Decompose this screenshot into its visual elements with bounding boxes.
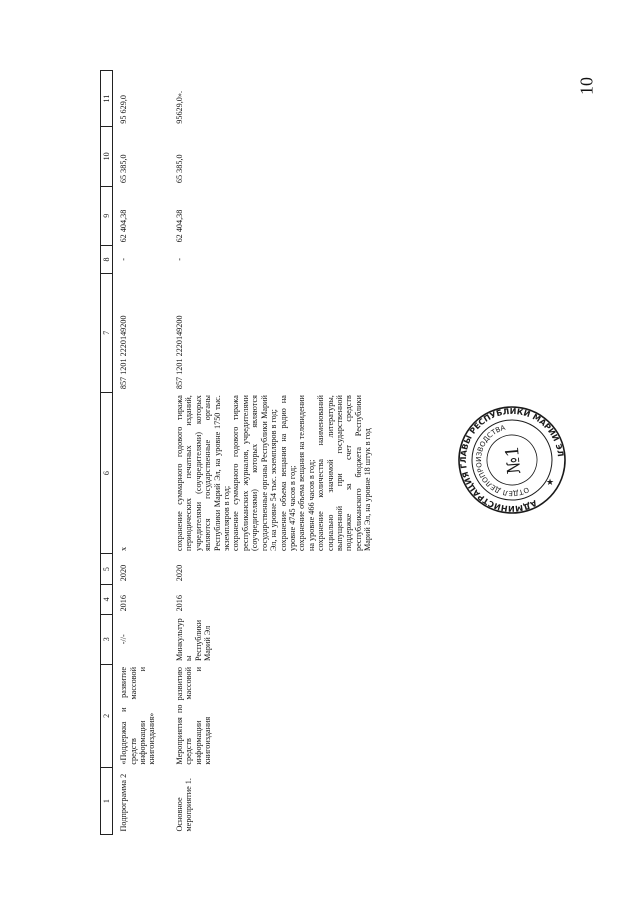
column-number: 5 (101, 554, 113, 584)
column-number: 1 (101, 768, 113, 835)
value-col-8: - (119, 258, 129, 261)
stamp-seal-icon (457, 405, 567, 515)
column-number: 11 (101, 71, 113, 127)
expected-result: x (119, 546, 129, 551)
value-col-9: 62 404,38 (174, 209, 184, 243)
program-table (100, 70, 373, 835)
budget-code: 857 1201 2220149200 (174, 315, 184, 390)
stamp-inner-text: ОТДЕЛ ДЕЛОПРОИЗВОДСТВА (474, 423, 531, 498)
official-stamp (457, 405, 567, 515)
column-number: 2 (101, 664, 113, 768)
stamp-outer-text: АДМИНИСТРАЦИЯ ГЛАВЫ РЕСПУБЛИКИ МАРИЙ ЭЛ (458, 406, 565, 514)
page-number: 10 (576, 77, 597, 95)
value-col-10: 65 385,0 (174, 154, 184, 184)
column-number: 9 (101, 186, 113, 245)
subprogram-title: «Поддержка и развитие средств массовой информации и книгоиздания» (119, 667, 157, 765)
column-number: 8 (101, 245, 113, 273)
value-col-9: 62 404,38 (119, 209, 129, 243)
column-number: 10 (101, 127, 113, 186)
value-col-10: 65 385,0 (119, 154, 129, 184)
end-year: 2020 (174, 564, 184, 582)
budget-code: 857 1201 2220149200 (119, 315, 129, 390)
column-number-row (101, 71, 113, 835)
table-row (113, 71, 157, 835)
start-year: 2016 (174, 595, 184, 612)
column-number: 4 (101, 584, 113, 614)
activity-label: Основное мероприятие 1. (174, 778, 194, 832)
stamp-star-icon: ★ (545, 477, 555, 487)
value-col-11: 95629,0». (174, 90, 184, 124)
expected-result: сохранение суммарного годового тиража периодических печатных изданий, учредителями (соучредителями) которых являются государственные органы Республики Марий Эл, на уровне 1750 тыс. экземпляров в год; сохранение суммарного годового тиража республиканских журналов, учредителями (соучредителями) которых являются государственные органы Республики Марий Эл, на уровне 54 тыс. экземпляров в год; сохранение объема вещания на радио на уровне 4745 часов в год; сохранение объема вещания на телевидении на уровне 466 часов в год; сохранение количества наименований социально значимой литературы, выпущенной при государственной поддержке за счет средств республиканского бюджета Республики Марий Эл, на уровне 18 штук в год (174, 395, 373, 551)
column-number: 3 (101, 614, 113, 664)
column-number: 6 (101, 392, 113, 554)
value-col-11: 95 629,0 (119, 95, 129, 124)
responsible-executor: -//- (119, 634, 129, 645)
table-row (157, 71, 373, 835)
start-year: 2016 (119, 595, 129, 612)
responsible-executor: Минкультуры Республики Марий Эл (174, 618, 213, 662)
stamp-center-text: №1 (501, 444, 526, 475)
subprogram-label: Подпрограмма 2 (119, 773, 129, 832)
activity-title: Мероприятия по развитию средств массовой информации и книгоиздания (174, 667, 213, 765)
end-year: 2020 (119, 564, 129, 582)
value-col-8: - (174, 258, 184, 261)
column-number: 7 (101, 273, 113, 392)
